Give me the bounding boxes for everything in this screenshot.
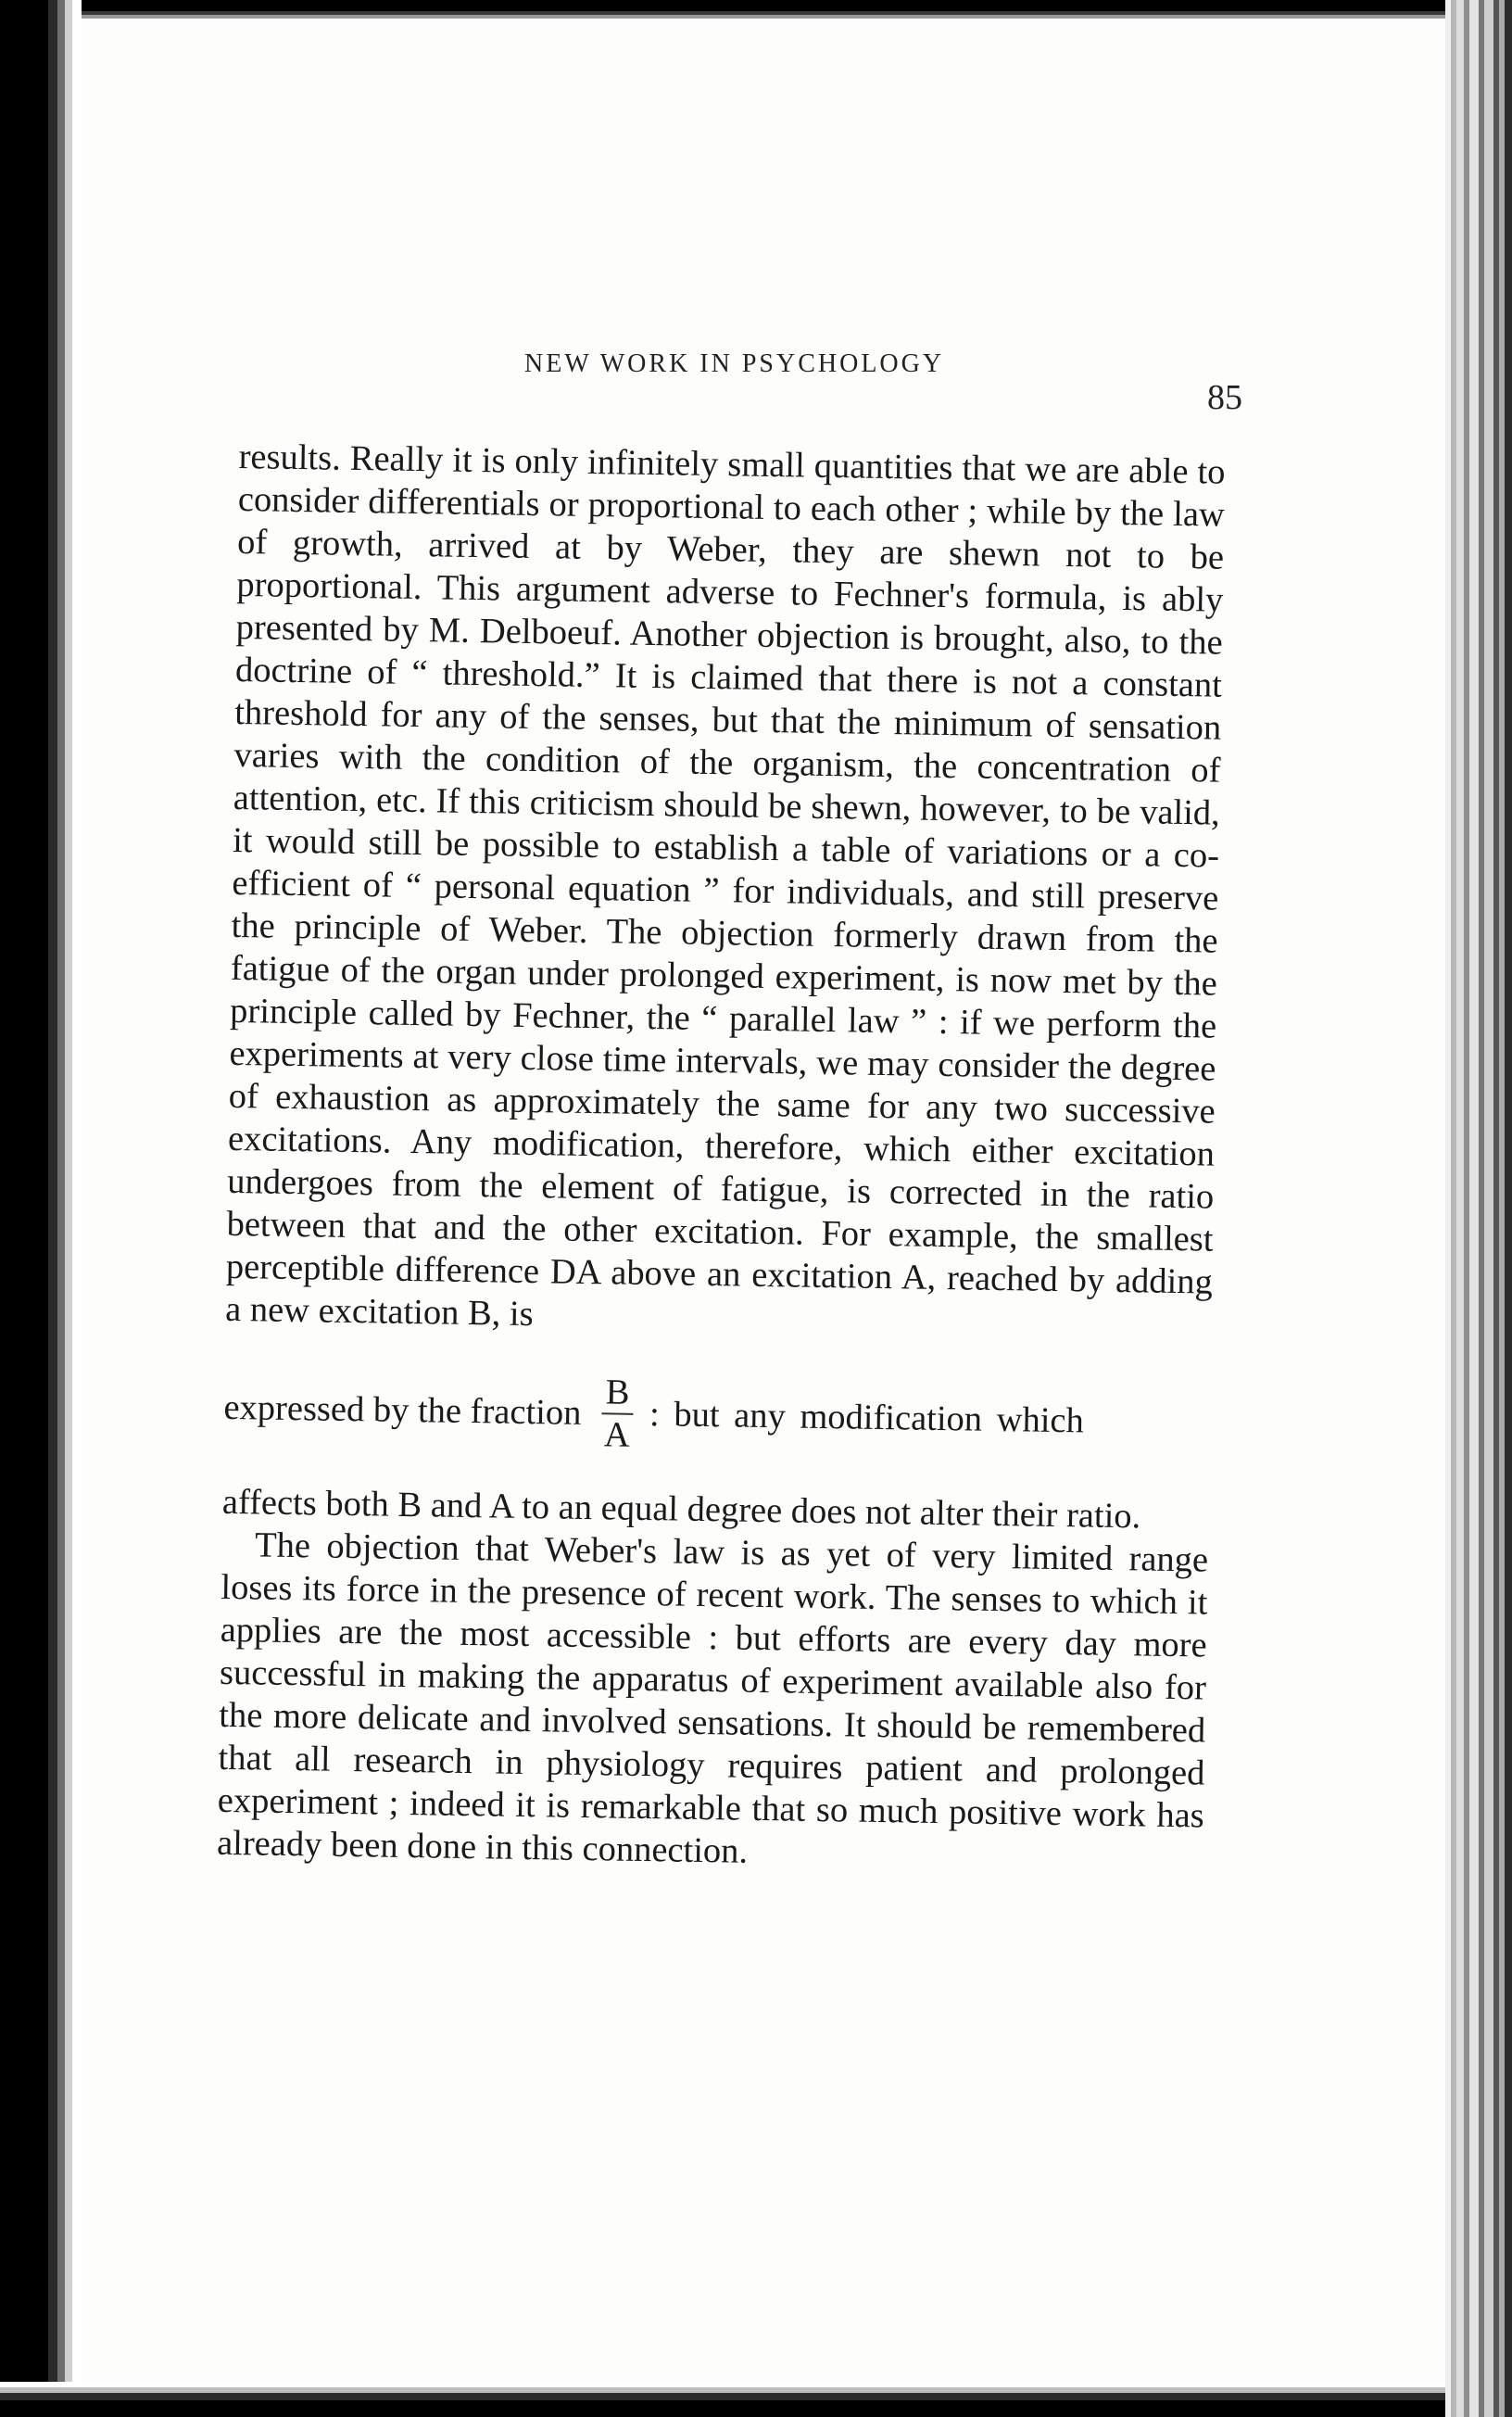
paragraph-1-end: affects both B and A to an equal degree does not alter their ratio.: [221, 1482, 1141, 1537]
body-text: [217, 436, 1226, 1880]
page-number: 85: [1207, 378, 1242, 417]
scan-border-left: [0, 0, 82, 2417]
fraction-denominator: A: [603, 1415, 631, 1455]
page-edges-right: [1445, 0, 1512, 2417]
fraction-tail-text: : but any modification which: [649, 1395, 1085, 1441]
paragraph-continued: results. Really it is only infinitely small quantities that we are able to consider differentials or proportional to each other ; while by the law of growth, arrived at by Weber, they are shewn not to be proportional. This argument adverse to Fechner's formula, is ably presented by M. Delboeuf. Another objection is brought, also, to the doctrine of “ threshold.” It is claimed that there is not a constant threshold for any of the senses, but that the minimum of sensation varies with the condition of the organism, the concentration of attention, etc. If this criticism should be shewn, however, to be valid, it would still be possible to establish a table of variations or a co-efficient of “ personal equation ” for individuals, and still preserve the principle of Weber. The objection formerly drawn from the fatigue of the organ under prolonged experiment, is now met by the principle called by Fechner, the “ parallel law ” : if we perform the experiments at very close time intervals, we may consider the degree of exhaustion as approximately the same for any two successive excitations. Any modification, therefore, which either excitation undergoes from the element of fatigue, is corrected in the ratio between that and the other excitation. For example, the smallest perceptible difference DA above an excitation A, reached by adding a new excitation B, is: [224, 437, 1226, 1335]
fraction-b-over-a: [601, 1372, 634, 1456]
fraction-numerator: B: [601, 1372, 633, 1415]
running-head: NEW WORK IN PSYCHOLOGY: [524, 349, 945, 378]
fraction-line: [223, 1357, 1212, 1474]
scan-border-bottom: [0, 2382, 1512, 2417]
fraction-lead-text: expressed by the fraction: [223, 1387, 582, 1433]
paragraph-2: The objection that Weber's law is as yet of very limited range loses its force in the presence of recent work. The senses to which it applies are the most accessible : but efforts are every day more successful in making the apparatus of experiment available also for the more delicate and involved sensations. It should be remembered that all research in physiology requires patient and prolonged experiment ; indeed it is remarkable that so much positive work has already been done in this connection.: [216, 1525, 1209, 1871]
book-page: [82, 20, 1445, 2382]
scan-border-top: [0, 0, 1512, 20]
